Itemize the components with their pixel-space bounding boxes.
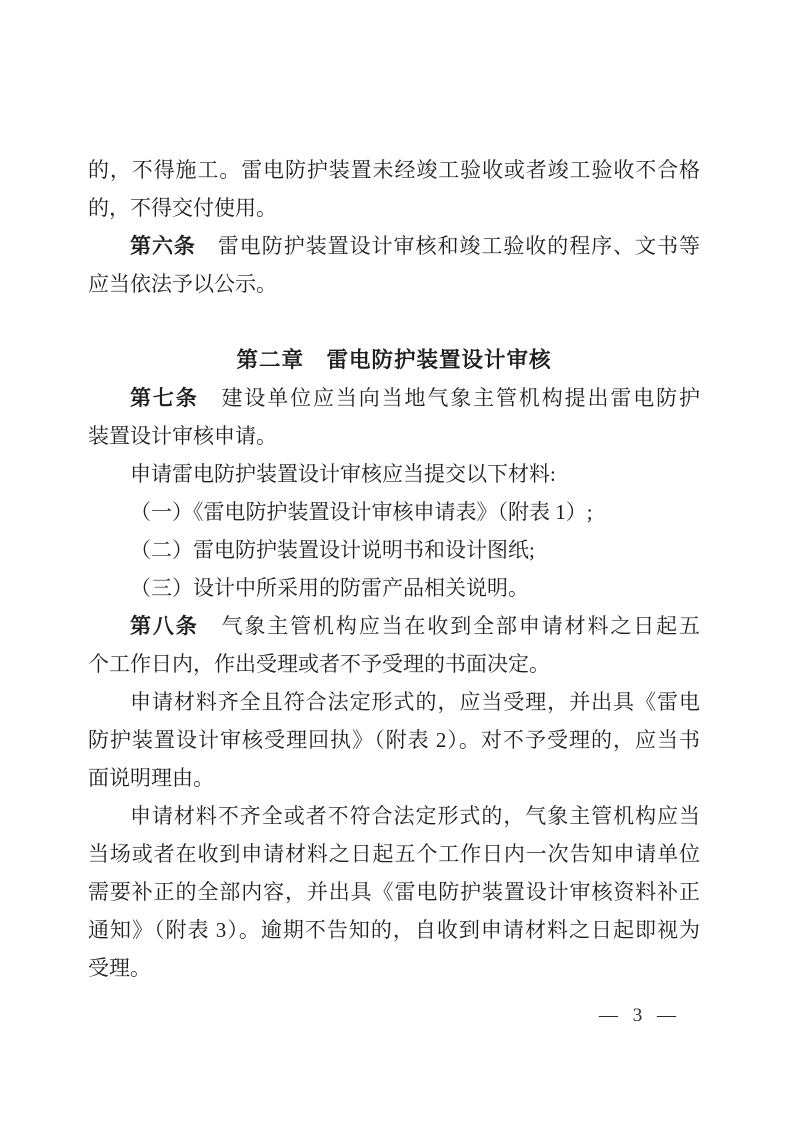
- text-run: 装置设计审核申请。: [88, 424, 277, 448]
- text-run: 应当依法予以公示。: [88, 272, 277, 296]
- text-run: 面说明理由。: [88, 766, 214, 790]
- text-line: [88, 379, 700, 417]
- text-run: 受理。: [88, 956, 151, 980]
- text-line: [88, 151, 700, 189]
- text-run: 个工作日内，作出受理或者不予受理的书面决定。: [88, 652, 550, 676]
- paragraph: [88, 151, 700, 227]
- text-line: [88, 341, 700, 379]
- paragraph: [88, 683, 700, 797]
- text-line: [88, 721, 700, 759]
- text-run: 申请材料不齐全或者不符合法定形式的，气象主管机构应当: [130, 804, 700, 828]
- text-run: 的，不得交付使用。: [88, 196, 277, 220]
- text-line: [88, 531, 700, 569]
- text-run: 雷电防护装置设计审核和竣工验收的程序、文书等: [195, 234, 701, 258]
- text-run: （三）设计中所采用的防雷产品相关说明。: [130, 576, 529, 600]
- paragraph: [88, 493, 700, 531]
- article-label: 第六条: [130, 234, 196, 258]
- text-line: [88, 645, 700, 683]
- text-run: 需要补正的全部内容，并出具《雷电防护装置设计审核资料补正: [88, 880, 700, 904]
- text-line: [88, 607, 700, 645]
- text-line: [88, 759, 700, 797]
- text-run: 气象主管机构应当在收到全部申请材料之日起五: [198, 614, 700, 638]
- text-line: [88, 835, 700, 873]
- text-line: [88, 265, 700, 303]
- paragraph: [88, 227, 700, 303]
- text-line: [88, 911, 700, 949]
- paragraph: [88, 531, 700, 569]
- text-line: [88, 949, 700, 987]
- text-line: [88, 455, 700, 493]
- paragraph: [88, 379, 700, 455]
- paragraph: [88, 569, 700, 607]
- text-run: 申请材料齐全且符合法定形式的，应当受理，并出具《雷电: [130, 690, 700, 714]
- text-line: [88, 189, 700, 227]
- text-line: [88, 797, 700, 835]
- article-label: 第二章 雷电防护装置设计审核: [236, 348, 552, 372]
- article-label: 第七条: [130, 386, 199, 410]
- paragraph: [88, 797, 700, 987]
- article-label: 第八条: [130, 614, 199, 638]
- text-run: 通知》（附表 3）。逾期不告知的，自收到申请材料之日起即视为: [88, 918, 700, 942]
- text-line: [88, 569, 700, 607]
- page-number: — 3 —: [599, 1005, 676, 1026]
- text-run: 防护装置设计审核受理回执》（附表 2）。对不予受理的，应当书: [88, 728, 700, 752]
- text-line: [88, 493, 700, 531]
- text-line: [88, 683, 700, 721]
- paragraph: [88, 455, 700, 493]
- text-line: [88, 227, 700, 265]
- text-run: （二）雷电防护装置设计说明书和设计图纸;: [130, 538, 535, 562]
- text-run: 当场或者在收到申请材料之日起五个工作日内一次告知申请单位: [88, 842, 700, 866]
- chapter-heading: [88, 341, 700, 379]
- text-line: [88, 873, 700, 911]
- text-line: [88, 417, 700, 455]
- text-run: 申请雷电防护装置设计审核应当提交以下材料:: [130, 462, 556, 486]
- text-run: 建设单位应当向当地气象主管机构提出雷电防护: [198, 386, 700, 410]
- document-body: [88, 151, 700, 987]
- text-run: （一）《雷电防护装置设计审核申请表》（附表 1）;: [130, 500, 593, 524]
- text-run: 的，不得施工。雷电防护装置未经竣工验收或者竣工验收不合格: [88, 158, 700, 182]
- paragraph: [88, 607, 700, 683]
